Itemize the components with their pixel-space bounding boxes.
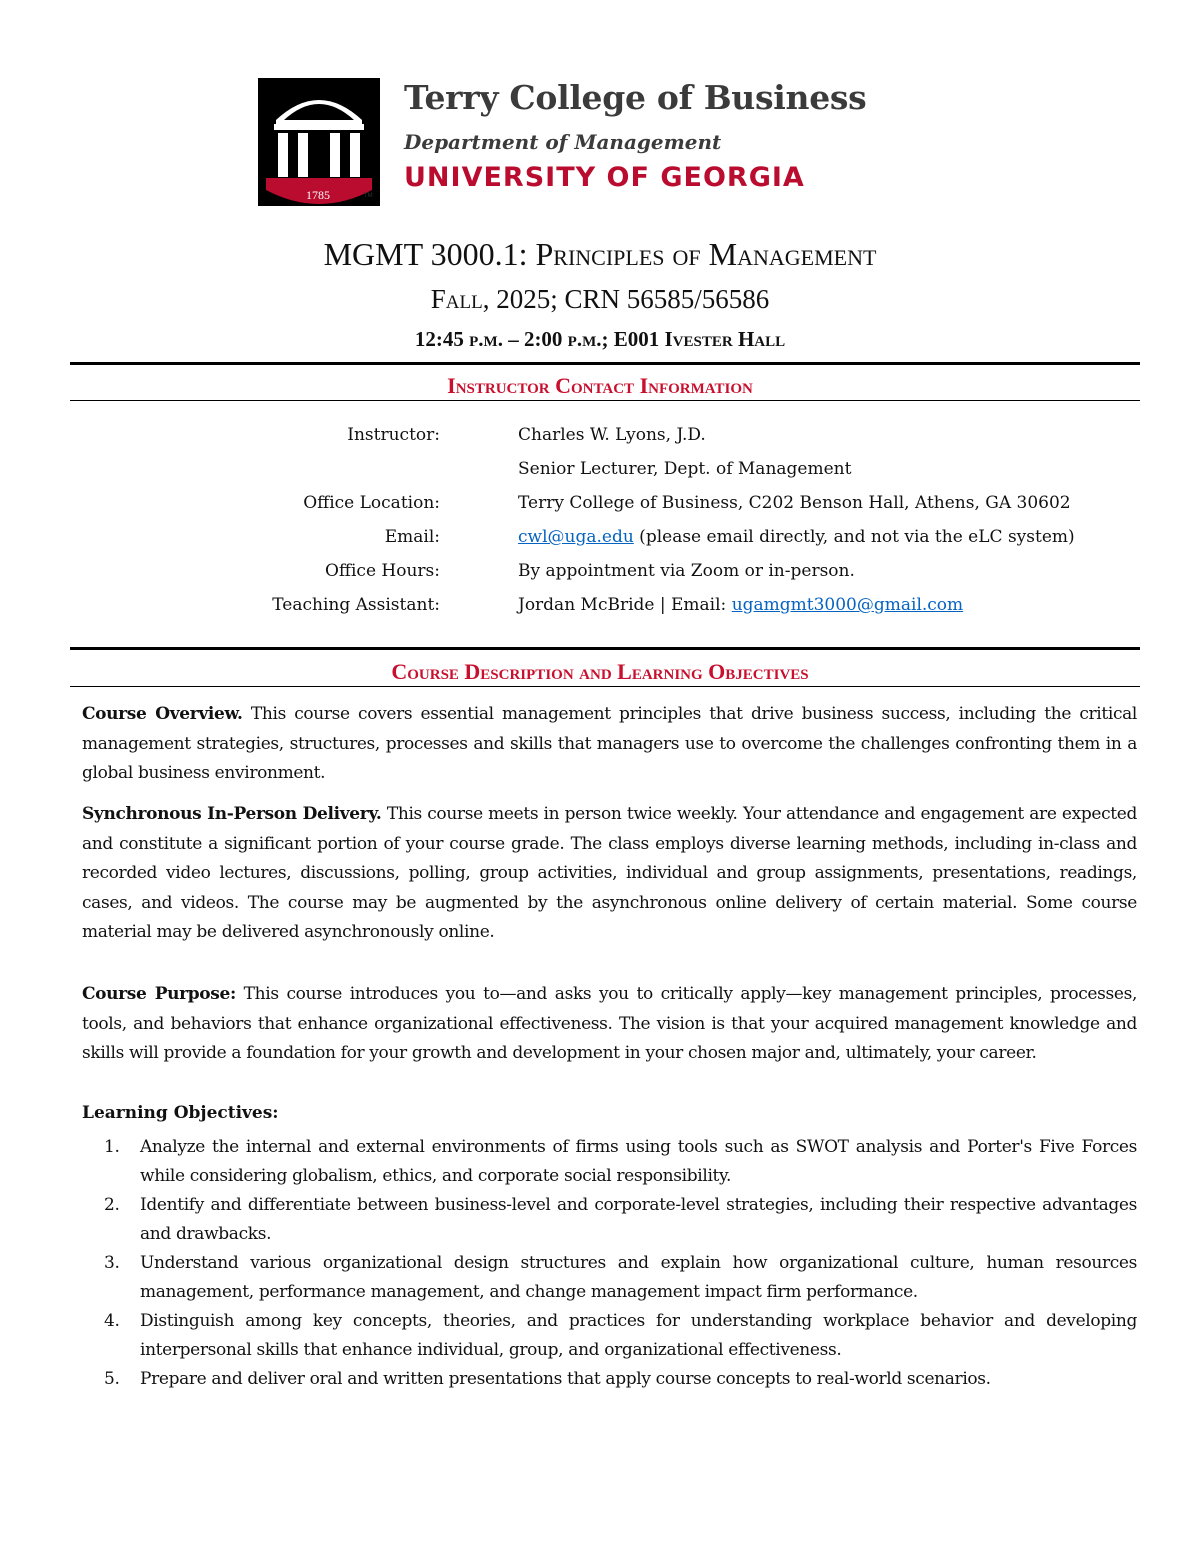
objective-text: Identify and differentiate between business-level and corporate-level strategies, including their respective advantages and drawbacks.: [140, 1195, 1137, 1244]
divider: [70, 400, 1140, 401]
office-location: Terry College of Business, C202 Benson Hall, Athens, GA 30602: [518, 493, 1071, 513]
ta-label: Teaching Assistant:: [272, 595, 440, 615]
objective-number: 5.: [104, 1369, 120, 1389]
learning-objectives-list: [82, 1133, 1137, 1394]
terry-college-logo: [258, 72, 948, 212]
course-purpose-label: Course Purpose:: [82, 984, 236, 1004]
divider: [70, 362, 1140, 365]
contact-row-office: [70, 486, 1150, 520]
logo-department: Department of Management: [404, 130, 722, 154]
list-item: [82, 1307, 1137, 1365]
email-value: [518, 527, 1075, 547]
divider: [70, 686, 1140, 687]
instructor-title: Senior Lecturer, Dept. of Management: [518, 459, 852, 479]
seal-year: 1785: [306, 188, 330, 202]
description-heading: Course Description and Learning Objectives: [391, 659, 809, 684]
course-overview-text: This course covers essential management principles that drive business success, including the critical management strategies, structures, processes and skills that managers use to overcome the challenges confronting them in a global business environment.: [82, 704, 1137, 783]
course-overview-paragraph: [82, 700, 1137, 789]
contact-row-ta: [70, 588, 1150, 622]
ta-value: [518, 595, 963, 615]
email-label: Email:: [384, 527, 440, 547]
course-schedule: 12:45 p.m. – 2:00 p.m.; E001 Ivester Hall: [414, 327, 786, 351]
delivery-label: Synchronous In-Person Delivery.: [82, 804, 382, 824]
list-item: [82, 1365, 1137, 1394]
list-item: [82, 1249, 1137, 1307]
objective-number: 3.: [104, 1253, 120, 1273]
uga-arch-seal-icon: [258, 78, 380, 206]
office-hours: By appointment via Zoom or in-person.: [518, 561, 855, 581]
course-title: MGMT 3000.1: Principles of Management: [323, 236, 877, 272]
delivery-text: This course meets in person twice weekly. Your attendance and engagement are expected and constitute a significant portion of your course grade. The class employs diverse learning methods, including in-class and recorded video lectures, discussions, polling, group activities, individual and group assignments, presentations, readings, cases, and videos. The course may be augmented by the asynchronous online delivery of certain material. Some course material may be delivered asynchronously online.: [82, 804, 1137, 942]
course-purpose-paragraph: [82, 980, 1137, 1069]
instructor-label: Instructor:: [347, 425, 440, 445]
course-overview-label: Course Overview.: [82, 704, 243, 724]
list-item: [82, 1133, 1137, 1191]
learning-objectives-heading: Learning Objectives:: [82, 1103, 279, 1123]
objective-number: 1.: [104, 1137, 120, 1157]
course-term: Fall, 2025; CRN 56585/56586: [430, 284, 770, 314]
logo-university: UNIVERSITY OF GEORGIA: [404, 162, 805, 193]
list-item: [82, 1191, 1137, 1249]
instructor-name: Charles W. Lyons, J.D.: [518, 425, 706, 445]
ta-email-link[interactable]: ugamgmt3000@gmail.com: [731, 595, 964, 615]
logo-college-name: Terry College of Business: [404, 78, 867, 117]
trademark-mark: TM: [364, 193, 373, 199]
objective-text: Understand various organizational design structures and explain how organizational culture, human resources management, performance management, and change management impact firm performance.: [140, 1253, 1137, 1302]
contact-row-email: [70, 520, 1150, 554]
ta-name: Jordan McBride | Email:: [518, 595, 732, 615]
contact-heading: Instructor Contact Information: [447, 373, 753, 398]
hours-label: Office Hours:: [324, 561, 440, 581]
course-purpose-text: This course introduces you to—and asks you to critically apply—key management principles, processes, tools, and behaviors that enhance organizational effectiveness. The vision is that your acquired management knowledge and skills will provide a foundation for your growth and development in your chosen major and, ultimately, your career.: [82, 984, 1138, 1063]
objective-text: Prepare and deliver oral and written presentations that apply course concepts to real-world scenarios.: [140, 1369, 991, 1389]
email-note: (please email directly, and not via the eLC system): [633, 527, 1075, 547]
objective-number: 2.: [104, 1195, 120, 1215]
contact-row-title: [70, 452, 1150, 486]
objective-text: Distinguish among key concepts, theories, and practices for understanding workplace behavior and developing interpersonal skills that enhance individual, group, and organizational effectiveness.: [140, 1311, 1137, 1360]
objective-text: Analyze the internal and external environments of firms using tools such as SWOT analysis and Porter's Five Forces while considering globalism, ethics, and corporate social responsibility.: [140, 1137, 1137, 1186]
divider: [70, 647, 1140, 650]
office-label: Office Location:: [303, 493, 440, 513]
objective-number: 4.: [104, 1311, 120, 1331]
contact-row-instructor: [70, 418, 1150, 452]
instructor-email-link[interactable]: cwl@uga.edu: [518, 527, 634, 547]
delivery-paragraph: [82, 800, 1137, 948]
contact-table: [70, 418, 1150, 622]
contact-row-hours: [70, 554, 1150, 588]
